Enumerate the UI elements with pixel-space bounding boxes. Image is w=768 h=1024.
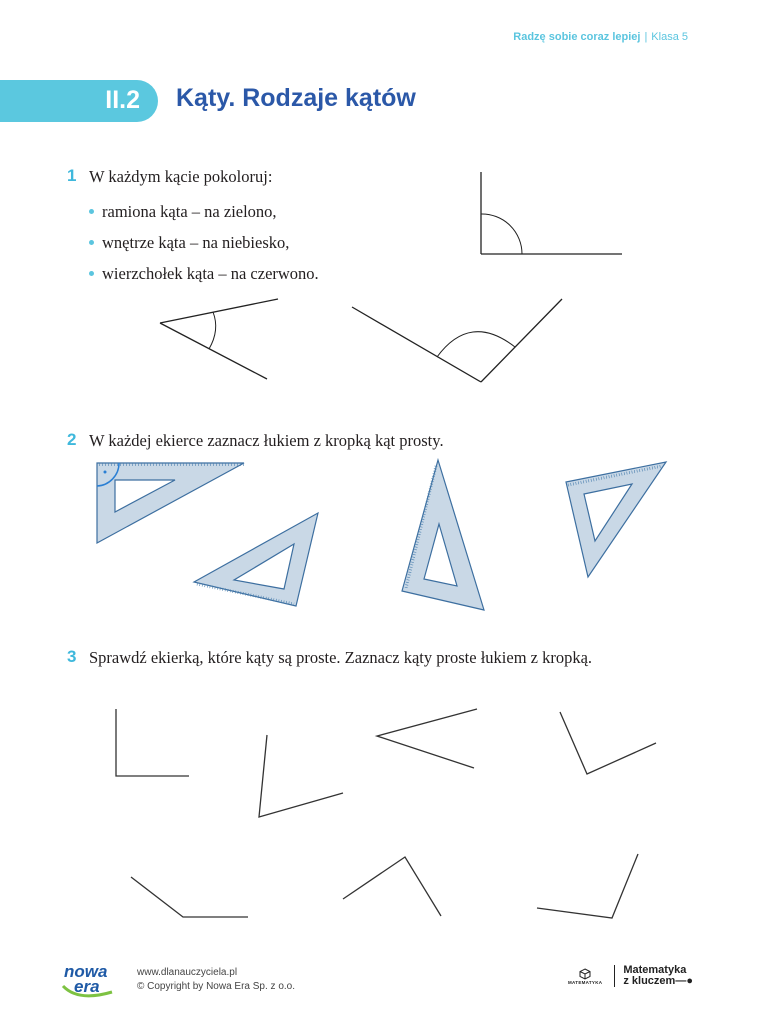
angle-5	[131, 877, 248, 917]
bullet-item: wnętrze kąta – na niebiesko,	[89, 227, 319, 258]
grade-label: Klasa 5	[651, 31, 688, 43]
task-3-number: 3	[67, 647, 77, 666]
set-square-3	[402, 460, 484, 610]
header-separator: |	[644, 31, 648, 43]
svg-text:era: era	[74, 977, 100, 996]
angle-2	[259, 735, 343, 817]
right-angle-figure	[481, 172, 622, 254]
series-title: Radzę sobie coraz lepiej	[513, 31, 641, 43]
bullet-item: ramiona kąta – na zielono,	[89, 196, 319, 227]
brand-divider	[614, 965, 615, 987]
set-square-4	[566, 462, 666, 577]
angle-4	[560, 712, 656, 774]
task-2-instruction: W każdej ekierce zaznacz łukiem z kropką kąt prosty.	[89, 431, 444, 450]
footer-info	[137, 966, 295, 994]
series-brand	[568, 965, 693, 987]
task-1-instruction: W każdym kącie pokoloruj:	[89, 167, 273, 186]
task-2-number: 2	[67, 430, 77, 449]
set-square-2	[194, 513, 318, 606]
nowa-era-logo	[60, 962, 122, 1002]
obtuse-angle-figure	[352, 299, 562, 382]
set-square-1	[97, 463, 244, 543]
matematyka-small-logo: MATEMATYKA	[568, 968, 602, 985]
page-title: Kąty. Rodzaje kątów	[176, 84, 416, 112]
angle-1	[116, 709, 189, 776]
angle-3	[377, 709, 477, 768]
cube-icon	[579, 968, 591, 980]
angle-7	[537, 854, 638, 918]
chapter-number: II.2	[105, 86, 140, 114]
copyright-text: © Copyright by Nowa Era Sp. z o.o.	[137, 981, 295, 992]
svg-text:nowa: nowa	[64, 962, 108, 981]
bullet-item: wierzchołek kąta – na czerwono.	[89, 258, 319, 289]
website-link[interactable]: www.dlanauczyciela.pl	[137, 967, 238, 978]
task-1-number: 1	[67, 166, 77, 185]
angle-6	[343, 857, 441, 916]
task-3-instruction: Sprawdź ekierką, które kąty są proste. Zaznacz kąty proste łukiem z kropką.	[89, 648, 593, 667]
key-icon: —●	[675, 975, 693, 987]
acute-angle-figure	[160, 299, 278, 379]
right-angle-dot	[104, 471, 107, 474]
matematyka-z-kluczem-logo: Matematyka z kluczem—●	[623, 964, 693, 987]
